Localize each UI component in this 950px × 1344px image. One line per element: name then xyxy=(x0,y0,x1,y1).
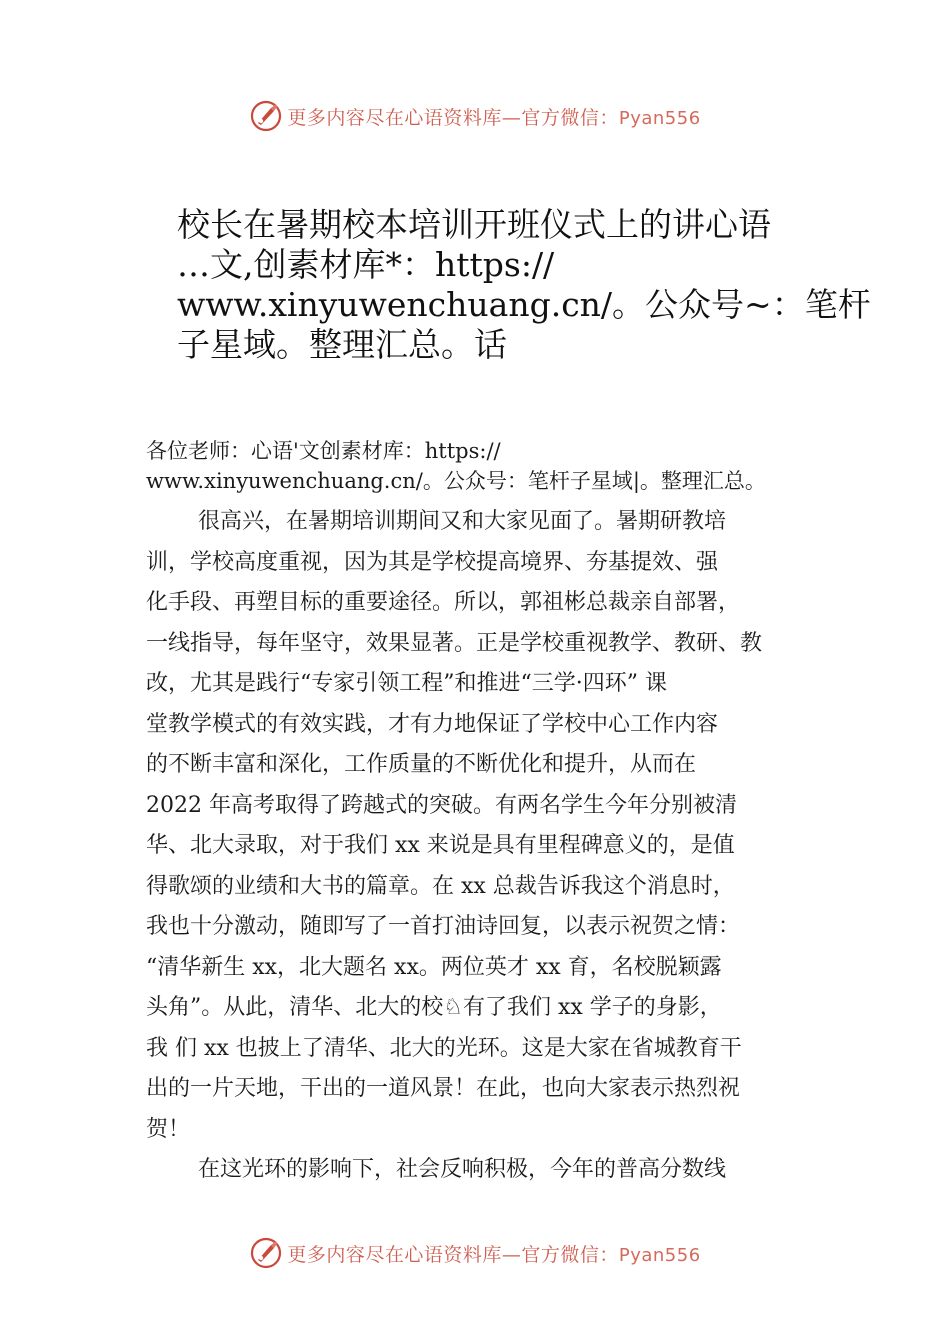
wechat-id: Pyan556 xyxy=(618,1244,701,1266)
document-title xyxy=(177,205,871,365)
paragraph-line: 头角”。从此，清华、北大的校♘有了我们 xx 学子的身影， xyxy=(146,995,722,1020)
header-banner xyxy=(0,96,950,136)
paragraph-line: 我 们 xx 也披上了清华、北大的光环。这是大家在省城教育干 xyxy=(146,1035,742,1061)
greeting-line: 各位老师：心语'文创素材库：https:// xyxy=(146,439,501,463)
paragraph-line: 化手段、再塑目标的重要途径。所以，郭祖彬总裁亲自部署， xyxy=(146,590,741,615)
paragraph-line: 得歌颂的业绩和大书的篇章。在 xx 总裁告诉我这个消息时， xyxy=(146,873,735,899)
banner-text: 更多内容尽在心语资料库—官方微信：Pyan556 xyxy=(287,106,701,129)
title-line: …文,创素材库*：https:// xyxy=(177,245,555,284)
greeting xyxy=(146,436,846,496)
paragraph-line: 的不断丰富和深化，工作质量的不断优化和提升，从而在 xyxy=(146,752,697,777)
paragraph-line: 改，尤其是践行“专家引领工程”和推进“三学·四环” 课 xyxy=(146,671,667,696)
paragraph-line: 在这光环的影响下，社会反响积极，今年的普高分数线 xyxy=(198,1157,727,1182)
greeting-line: www.xinyuwenchuang.cn/。公众号：笔杆子星域|。整理汇总。 xyxy=(146,469,766,493)
footer-banner xyxy=(0,1233,950,1273)
pen-quill-logo xyxy=(249,99,283,133)
paragraph-line: “清华新生 xx，北大题名 xx。两位英才 xx 育，名校脱颖露 xyxy=(146,954,722,980)
document-body xyxy=(146,436,846,1191)
pen-quill-logo xyxy=(249,1236,283,1270)
paragraph-line: 很高兴，在暑期培训期间又和大家见面了。暑期研教培 xyxy=(198,509,727,534)
paragraph-line: 贺！ xyxy=(146,1116,191,1142)
banner-text: 更多内容尽在心语资料库—官方微信：Pyan556 xyxy=(287,1243,701,1266)
paragraph-line: 2022 年高考取得了跨越式的突破。有两名学生今年分别被清 xyxy=(146,792,737,818)
paragraph-line: 训，学校高度重视，因为其是学校提高境界、夯基提效、强 xyxy=(146,549,719,575)
paragraph-line: 我也十分激动，随即写了一首打油诗回复，以表示祝贺之情： xyxy=(146,914,741,939)
paragraph-line: 出的一片天地，干出的一道风景！在此，也向大家表示热烈祝 xyxy=(146,1076,741,1101)
paragraph-line: 华、北大录取，对于我们 xx 来说是具有里程碑意义的，是值 xyxy=(146,833,735,858)
paragraph-2 xyxy=(146,1150,846,1191)
paragraph-1 xyxy=(146,502,846,1150)
paragraph-line: 一线指导，每年坚守，效果显著。正是学校重视教学、教研、教 xyxy=(146,630,763,656)
wechat-id: Pyan556 xyxy=(618,107,701,129)
title-line: www.xinyuwenchuang.cn/。公众号~：笔杆 xyxy=(177,285,871,324)
paragraph-line: 堂教学模式的有效实践，才有力地保证了学校中心工作内容 xyxy=(146,711,719,737)
title-line: 子星域。整理汇总。话 xyxy=(177,325,507,364)
title-line: 校长在暑期校本培训开班仪式上的讲心语 xyxy=(177,205,771,244)
